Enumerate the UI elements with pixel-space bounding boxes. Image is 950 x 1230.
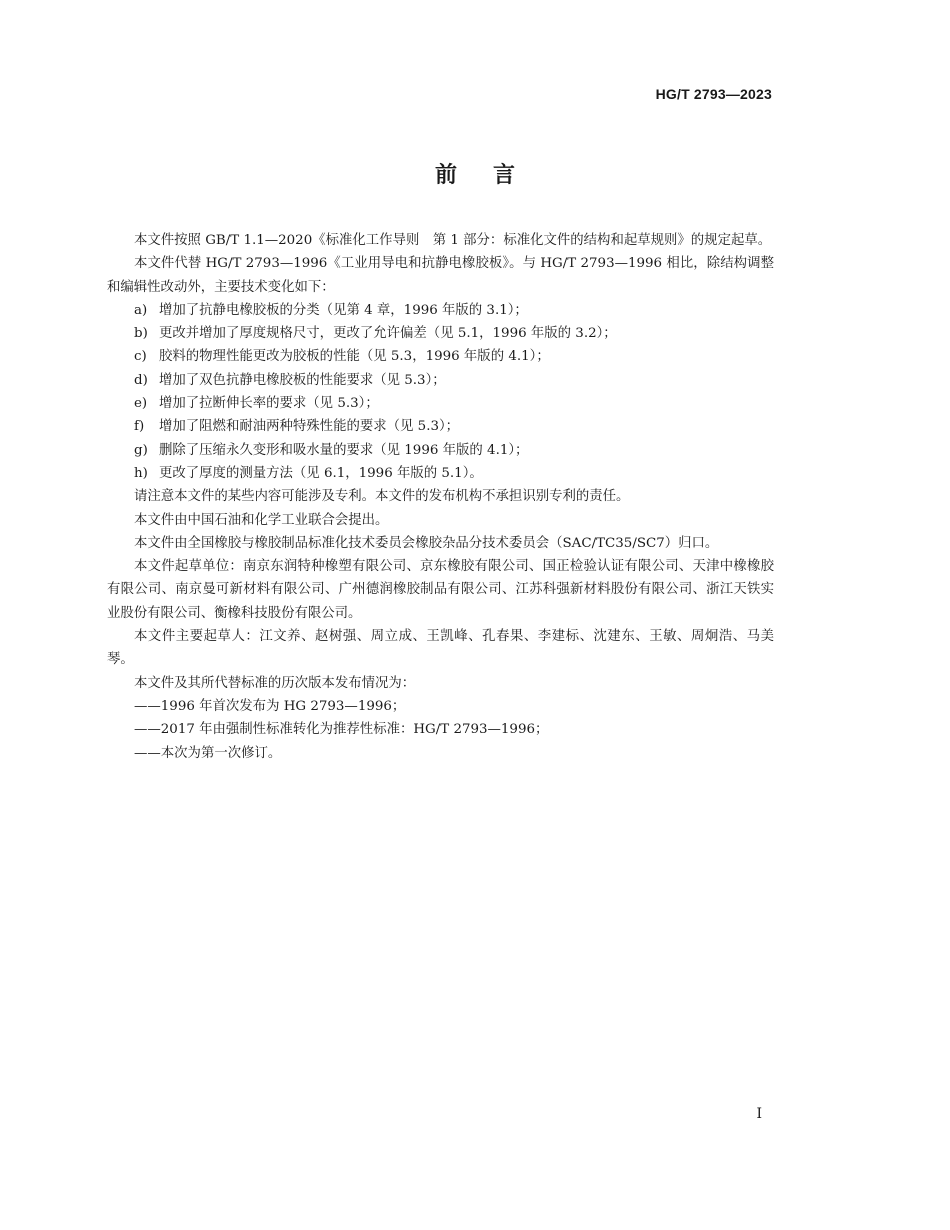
list-item-text: 删除了压缩永久变形和吸水量的要求（见 1996 年版的 4.1）； [159,442,529,458]
paragraph: 本文件及其所代替标准的历次版本发布情况为： [134,675,416,691]
list-marker: g) [134,442,148,458]
list-item [107,462,774,485]
list-marker: h) [134,465,148,481]
history-item: ——1996 年首次发布为 HG 2793—1996； [134,698,406,714]
paragraph: 请注意本文件的某些内容可能涉及专利。本文件的发布机构不承担识别专利的责任。 [134,489,630,505]
list-item [107,299,774,322]
list-marker: b) [134,326,148,342]
paragraph: 本文件起草单位：南京东润特种橡塑有限公司、京东橡胶有限公司、国正检验认证有限公司、天津中橡橡胶有限公司、南京曼可新材料有限公司、广州德润橡胶制品有限公司、江苏科强新材料股份有限公司、浙江天铁实业股份有限公司、衡橡科技股份有限公司。 [107,559,774,621]
list-item-text: 更改并增加了厚度规格尺寸，更改了允许偏差（见 5.1，1996 年版的 3.2）； [159,326,617,342]
list-marker: f) [134,419,145,435]
history-item: ——2017 年由强制性标准转化为推荐性标准：HG/T 2793—1996； [134,722,549,738]
list-item [107,322,774,345]
list-item [107,439,774,462]
paragraph: 本文件主要起草人：江文养、赵树强、周立成、王凯峰、孔春果、李建标、沈建东、王敏、周炯浩、马美琴。 [107,629,774,668]
page-title: 前言 [434,162,551,188]
list-item-text: 增加了拉断伸长率的要求（见 5.3）； [159,396,379,412]
page-number: I [756,1106,762,1122]
list-item-text: 增加了双色抗静电橡胶板的性能要求（见 5.3）； [159,372,446,388]
paragraph: 本文件按照 GB/T 1.1—2020《标准化工作导则 第 1 部分：标准化文件的结构和起草规则》的规定起草。 [134,233,772,248]
list-marker: e) [134,396,148,412]
history-item: ——本次为第一次修订。 [134,745,282,761]
list-item-text: 更改了厚度的测量方法（见 6.1，1996 年版的 5.1）。 [159,465,483,481]
list-item [107,345,774,368]
list-item [107,415,774,438]
list-item [107,392,774,415]
list-marker: a) [134,302,148,318]
list-marker: c) [134,349,147,365]
list-item [107,369,774,392]
paragraph: 本文件由全国橡胶与橡胶制品标准化技术委员会橡胶杂品分技术委员会（SAC/TC35/SC7）归口。 [134,535,719,551]
paragraph: 本文件代替 HG/T 2793—1996《工业用导电和抗静电橡胶板》。与 HG/T 2793—1996 相比，除结构调整和编辑性改动外，主要技术变化如下： [107,256,774,295]
paragraph: 本文件由中国石油和化学工业联合会提出。 [134,512,389,528]
standard-code: HG/T 2793—2023 [655,86,772,102]
list-item-text: 增加了阻燃和耐油两种特殊性能的要求（见 5.3）； [159,419,460,435]
list-marker: d) [134,372,148,388]
foreword-body [107,229,774,765]
list-item-text: 胶料的物理性能更改为胶板的性能（见 5.3，1996 年版的 4.1）； [159,349,550,365]
list-item-text: 增加了抗静电橡胶板的分类（见第 4 章，1996 年版的 3.1）； [159,302,528,318]
